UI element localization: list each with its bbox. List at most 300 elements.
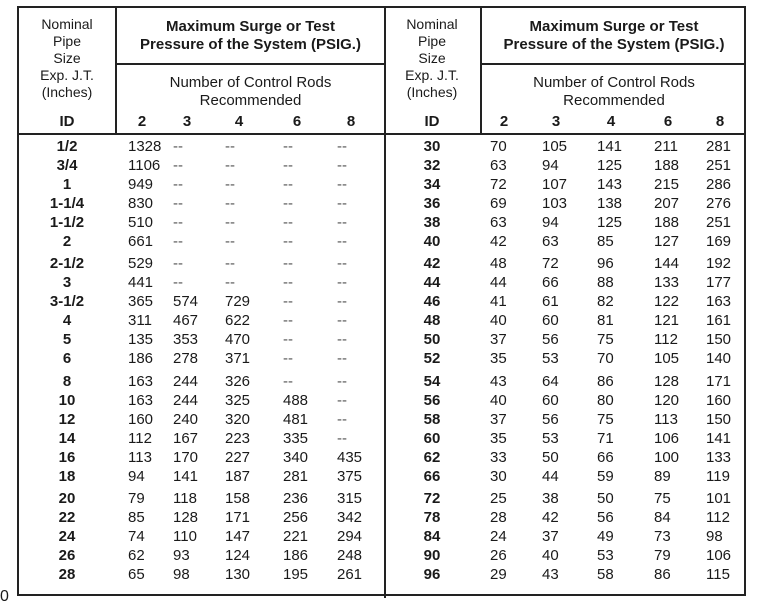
- nominal-header-line: Pipe: [417, 33, 447, 49]
- pressure-value-cell: 163: [706, 293, 732, 310]
- pressure-value-cell: 135: [128, 331, 154, 348]
- pressure-value-cell: 40: [542, 547, 559, 564]
- pressure-value-cell: 37: [490, 411, 507, 428]
- pipe-id-cell: 36: [423, 195, 441, 212]
- pressure-value-cell: 98: [706, 528, 723, 545]
- pressure-value-cell: 574: [173, 293, 199, 310]
- pressure-value-cell: 30: [490, 468, 507, 485]
- pressure-value-cell: 84: [654, 509, 671, 526]
- pressure-value-cell: 192: [706, 255, 732, 272]
- pressure-value-cell: --: [283, 373, 293, 390]
- pressure-value-cell: 119: [706, 468, 730, 485]
- pressure-value-cell: 375: [337, 468, 363, 485]
- header-bottom-rule: [19, 133, 746, 135]
- nominal-header-line: (Inches): [41, 84, 93, 100]
- pressure-value-cell: 340: [283, 449, 309, 466]
- rod-count-column-header: 8: [346, 113, 356, 130]
- pressure-value-cell: 1106: [128, 157, 161, 174]
- pressure-value-cell: 105: [542, 138, 568, 155]
- control-rods-header: [117, 74, 384, 110]
- rod-count-column-header: 6: [292, 113, 302, 130]
- pressure-value-cell: --: [337, 214, 347, 231]
- pipe-id-cell: 1-1/2: [49, 214, 85, 231]
- pressure-value-cell: 80: [597, 392, 614, 409]
- pipe-id-cell: 24: [58, 528, 76, 545]
- pressure-value-cell: 44: [490, 274, 507, 291]
- pressure-value-cell: 144: [654, 255, 680, 272]
- pipe-id-cell: 3: [62, 274, 72, 291]
- pressure-value-cell: 112: [654, 331, 678, 348]
- pressure-value-cell: 127: [654, 233, 680, 250]
- pressure-value-cell: 251: [706, 157, 732, 174]
- pressure-value-cell: 113: [654, 411, 678, 428]
- pressure-value-cell: 49: [597, 528, 614, 545]
- pressure-value-cell: --: [173, 233, 183, 250]
- pressure-value-cell: 64: [542, 373, 559, 390]
- pressure-value-cell: 56: [597, 509, 614, 526]
- pressure-value-cell: --: [337, 176, 347, 193]
- pressure-value-cell: 50: [597, 490, 614, 507]
- pressure-value-cell: 79: [128, 490, 145, 507]
- pressure-value-cell: 320: [225, 411, 251, 428]
- pressure-value-cell: 150: [706, 331, 732, 348]
- pressure-value-cell: 325: [225, 392, 251, 409]
- pressure-value-cell: 25: [490, 490, 507, 507]
- pressure-value-cell: --: [173, 274, 183, 291]
- pipe-id-cell: 54: [423, 373, 441, 390]
- pressure-value-cell: --: [337, 233, 347, 250]
- pressure-value-cell: 529: [128, 255, 154, 272]
- pipe-id-cell: 3-1/2: [49, 293, 85, 310]
- pressure-table: [17, 6, 746, 596]
- pressure-value-cell: 63: [542, 233, 559, 250]
- pressure-value-cell: 227: [225, 449, 251, 466]
- pressure-value-cell: 75: [654, 490, 671, 507]
- rod-count-column-header: 2: [137, 113, 147, 130]
- pressure-value-cell: --: [337, 255, 347, 272]
- pipe-id-cell: 34: [423, 176, 441, 193]
- nominal-header-line: (Inches): [406, 84, 458, 100]
- pressure-value-cell: 53: [597, 547, 614, 564]
- pressure-value-cell: 342: [337, 509, 363, 526]
- pressure-value-cell: 158: [225, 490, 251, 507]
- pressure-value-cell: --: [225, 176, 235, 193]
- pressure-value-cell: 470: [225, 331, 251, 348]
- pipe-id-cell: 44: [423, 274, 441, 291]
- pressure-value-cell: 61: [542, 293, 559, 310]
- pressure-value-cell: --: [283, 138, 293, 155]
- pressure-value-cell: --: [337, 331, 347, 348]
- pressure-value-cell: 125: [597, 157, 623, 174]
- pipe-id-cell: 18: [58, 468, 76, 485]
- pressure-value-cell: 71: [597, 430, 614, 447]
- pressure-value-cell: --: [225, 195, 235, 212]
- pressure-value-cell: 94: [542, 157, 559, 174]
- pressure-value-cell: 294: [337, 528, 363, 545]
- pressure-value-cell: 60: [542, 392, 559, 409]
- pressure-value-cell: 100: [654, 449, 680, 466]
- pressure-value-cell: 141: [597, 138, 623, 155]
- pressure-value-cell: 93: [173, 547, 190, 564]
- header-rule-right: [480, 63, 746, 65]
- pressure-value-cell: 195: [283, 566, 309, 583]
- pressure-value-cell: 371: [225, 350, 251, 367]
- max-surge-header-line: Pressure of the System (PSIG.): [140, 36, 361, 53]
- pipe-id-cell: 2: [62, 233, 72, 250]
- pressure-value-cell: --: [337, 293, 347, 310]
- pressure-value-cell: 278: [173, 350, 199, 367]
- pressure-value-cell: 244: [173, 373, 199, 390]
- pipe-id-cell: 66: [423, 468, 441, 485]
- pressure-value-cell: 125: [597, 214, 623, 231]
- pressure-value-cell: 128: [654, 373, 680, 390]
- pressure-value-cell: 133: [654, 274, 680, 291]
- pressure-value-cell: 86: [597, 373, 614, 390]
- pressure-value-cell: 112: [128, 430, 152, 447]
- pressure-value-cell: 96: [597, 255, 614, 272]
- pressure-value-cell: --: [337, 138, 347, 155]
- pipe-id-cell: 1/2: [56, 138, 78, 155]
- pressure-value-cell: 35: [490, 350, 507, 367]
- pressure-value-cell: 365: [128, 293, 154, 310]
- pressure-value-cell: --: [283, 214, 293, 231]
- pressure-value-cell: 65: [128, 566, 145, 583]
- header-rule-left: [115, 63, 384, 65]
- pressure-value-cell: 335: [283, 430, 309, 447]
- pressure-value-cell: 661: [128, 233, 154, 250]
- pressure-value-cell: 53: [542, 350, 559, 367]
- pressure-value-cell: 186: [128, 350, 154, 367]
- rod-count-column-header: 4: [606, 113, 616, 130]
- pressure-value-cell: 85: [597, 233, 614, 250]
- pressure-value-cell: 56: [542, 411, 559, 428]
- pressure-value-cell: 315: [337, 490, 363, 507]
- pressure-value-cell: 261: [337, 566, 363, 583]
- pipe-id-cell: 72: [423, 490, 441, 507]
- pressure-value-cell: --: [283, 350, 293, 367]
- pressure-value-cell: 66: [542, 274, 559, 291]
- pressure-value-cell: 140: [706, 350, 732, 367]
- pipe-id-cell: 40: [423, 233, 441, 250]
- pressure-value-cell: 63: [490, 214, 507, 231]
- pressure-value-cell: 830: [128, 195, 154, 212]
- nominal-header-line: Nominal: [41, 16, 93, 32]
- pressure-value-cell: 163: [128, 392, 154, 409]
- pressure-value-cell: 441: [128, 274, 154, 291]
- pressure-value-cell: 101: [706, 490, 732, 507]
- max-surge-header-line: Maximum Surge or Test: [166, 18, 335, 35]
- pressure-value-cell: 326: [225, 373, 251, 390]
- control-rods-header-line: Recommended: [199, 92, 302, 109]
- nominal-header-line: Exp. J.T.: [40, 67, 94, 83]
- pressure-value-cell: --: [337, 157, 347, 174]
- pressure-value-cell: 42: [542, 509, 559, 526]
- pressure-value-cell: --: [283, 195, 293, 212]
- pressure-value-cell: 60: [542, 312, 559, 329]
- pressure-value-cell: 28: [490, 509, 507, 526]
- pressure-value-cell: 167: [173, 430, 199, 447]
- pressure-value-cell: 150: [706, 411, 732, 428]
- pressure-value-cell: --: [283, 331, 293, 348]
- pressure-value-cell: 276: [706, 195, 732, 212]
- pressure-value-cell: 729: [225, 293, 251, 310]
- pressure-value-cell: --: [337, 430, 347, 447]
- id-column-header: ID: [424, 113, 440, 130]
- pressure-value-cell: 75: [597, 411, 614, 428]
- pressure-value-cell: 122: [654, 293, 680, 310]
- pipe-id-cell: 48: [423, 312, 441, 329]
- pressure-value-cell: 98: [173, 566, 190, 583]
- pressure-value-cell: 161: [706, 312, 732, 329]
- pipe-id-cell: 2-1/2: [49, 255, 85, 272]
- pressure-value-cell: 58: [597, 566, 614, 583]
- pressure-value-cell: --: [283, 274, 293, 291]
- pressure-value-cell: --: [283, 233, 293, 250]
- pressure-value-cell: 171: [225, 509, 251, 526]
- pressure-value-cell: 121: [654, 312, 680, 329]
- pipe-id-cell: 58: [423, 411, 441, 428]
- max-surge-header-line: Maximum Surge or Test: [529, 18, 699, 35]
- pressure-value-cell: --: [225, 157, 235, 174]
- pressure-value-cell: 133: [706, 449, 732, 466]
- pressure-value-cell: 40: [490, 312, 507, 329]
- pressure-value-cell: 37: [542, 528, 559, 545]
- nominal-header-line: Size: [418, 50, 446, 66]
- pipe-id-cell: 8: [62, 373, 72, 390]
- pressure-value-cell: 311: [128, 312, 152, 329]
- pressure-value-cell: 130: [225, 566, 251, 583]
- control-rods-header-line: Number of Control Rods: [533, 74, 695, 91]
- id-column-header: ID: [59, 113, 75, 130]
- pressure-value-cell: 53: [542, 430, 559, 447]
- pressure-value-cell: 141: [173, 468, 199, 485]
- pressure-value-cell: 26: [490, 547, 507, 564]
- nominal-header-line: Pipe: [52, 33, 82, 49]
- pipe-id-cell: 50: [423, 331, 441, 348]
- pressure-value-cell: 353: [173, 331, 199, 348]
- pressure-value-cell: 35: [490, 430, 507, 447]
- pressure-value-cell: --: [173, 195, 183, 212]
- pressure-value-cell: 43: [490, 373, 507, 390]
- pressure-value-cell: --: [337, 411, 347, 428]
- pressure-value-cell: 188: [654, 157, 680, 174]
- pressure-value-cell: 72: [490, 176, 507, 193]
- pressure-value-cell: 44: [542, 468, 559, 485]
- pressure-value-cell: 481: [283, 411, 309, 428]
- pressure-value-cell: 622: [225, 312, 251, 329]
- pressure-value-cell: 120: [654, 392, 680, 409]
- pressure-value-cell: 38: [542, 490, 559, 507]
- pressure-value-cell: --: [283, 176, 293, 193]
- pipe-id-cell: 84: [423, 528, 441, 545]
- pressure-value-cell: 118: [173, 490, 197, 507]
- pressure-value-cell: 256: [283, 509, 309, 526]
- pressure-value-cell: 115: [706, 566, 730, 583]
- pressure-value-cell: 94: [128, 468, 145, 485]
- pressure-value-cell: --: [173, 255, 183, 272]
- pressure-value-cell: 112: [706, 509, 730, 526]
- pressure-value-cell: 186: [283, 547, 309, 564]
- pipe-id-cell: 12: [58, 411, 76, 428]
- control-rods-header: [482, 74, 746, 110]
- pipe-id-cell: 1-1/4: [49, 195, 85, 212]
- pressure-value-cell: 171: [706, 373, 732, 390]
- pressure-value-cell: --: [337, 350, 347, 367]
- pressure-value-cell: 488: [283, 392, 309, 409]
- rod-count-column-header: 3: [551, 113, 561, 130]
- pressure-value-cell: --: [225, 274, 235, 291]
- pressure-value-cell: 106: [654, 430, 680, 447]
- pressure-value-cell: 244: [173, 392, 199, 409]
- pressure-value-cell: 37: [490, 331, 507, 348]
- nominal-pipe-size-header: [19, 16, 115, 101]
- pipe-id-cell: 42: [423, 255, 441, 272]
- rod-count-column-header: 4: [234, 113, 244, 130]
- pressure-value-cell: 89: [654, 468, 671, 485]
- pressure-value-cell: 81: [597, 312, 614, 329]
- pressure-value-cell: 40: [490, 392, 507, 409]
- rod-count-column-header: 8: [715, 113, 725, 130]
- pressure-value-cell: 110: [173, 528, 197, 545]
- pressure-value-cell: 160: [706, 392, 732, 409]
- pressure-value-cell: --: [337, 373, 347, 390]
- pressure-value-cell: 170: [173, 449, 199, 466]
- nominal-header-line: Nominal: [406, 16, 458, 32]
- pressure-value-cell: 248: [337, 547, 363, 564]
- pressure-value-cell: --: [225, 255, 235, 272]
- pressure-value-cell: --: [283, 255, 293, 272]
- control-rods-header-line: Recommended: [563, 92, 665, 109]
- pressure-value-cell: --: [225, 138, 235, 155]
- pressure-value-cell: 215: [654, 176, 680, 193]
- pressure-value-cell: 177: [706, 274, 732, 291]
- pressure-value-cell: --: [337, 312, 347, 329]
- pressure-value-cell: 59: [597, 468, 614, 485]
- pipe-id-cell: 96: [423, 566, 441, 583]
- pressure-value-cell: --: [283, 293, 293, 310]
- pressure-value-cell: 75: [597, 331, 614, 348]
- pressure-value-cell: 160: [128, 411, 154, 428]
- pressure-value-cell: --: [283, 312, 293, 329]
- pressure-value-cell: 105: [654, 350, 680, 367]
- pressure-value-cell: 88: [597, 274, 614, 291]
- nominal-header-line: Exp. J.T.: [405, 67, 459, 83]
- pressure-value-cell: 113: [128, 449, 152, 466]
- pressure-value-cell: --: [173, 138, 183, 155]
- pressure-value-cell: 41: [490, 293, 507, 310]
- pressure-value-cell: 56: [542, 331, 559, 348]
- pressure-value-cell: --: [337, 392, 347, 409]
- pipe-id-cell: 16: [58, 449, 76, 466]
- pipe-id-cell: 78: [423, 509, 441, 526]
- pressure-value-cell: 169: [706, 233, 732, 250]
- pressure-value-cell: 141: [706, 430, 732, 447]
- pipe-id-cell: 52: [423, 350, 441, 367]
- max-surge-header: [117, 18, 384, 54]
- pressure-value-cell: 251: [706, 214, 732, 231]
- pressure-value-cell: 143: [597, 176, 623, 193]
- pipe-id-cell: 6: [62, 350, 72, 367]
- max-surge-header-line: Pressure of the System (PSIG.): [503, 36, 725, 53]
- pressure-value-cell: --: [225, 214, 235, 231]
- pressure-value-cell: 187: [225, 468, 251, 485]
- pressure-value-cell: 467: [173, 312, 199, 329]
- pipe-id-cell: 26: [58, 547, 76, 564]
- pressure-value-cell: 211: [654, 138, 678, 155]
- pipe-id-cell: 4: [62, 312, 72, 329]
- pressure-value-cell: 949: [128, 176, 154, 193]
- pressure-value-cell: --: [225, 233, 235, 250]
- pressure-value-cell: --: [283, 157, 293, 174]
- pressure-value-cell: 48: [490, 255, 507, 272]
- pressure-value-cell: --: [173, 214, 183, 231]
- pressure-value-cell: 85: [128, 509, 145, 526]
- pipe-id-cell: 20: [58, 490, 76, 507]
- pressure-value-cell: 70: [490, 138, 507, 155]
- pressure-value-cell: --: [337, 195, 347, 212]
- pipe-id-cell: 38: [423, 214, 441, 231]
- pipe-id-cell: 62: [423, 449, 441, 466]
- pressure-value-cell: 74: [128, 528, 145, 545]
- rod-count-column-header: 3: [182, 113, 192, 130]
- pipe-id-cell: 90: [423, 547, 441, 564]
- pressure-value-cell: 236: [283, 490, 309, 507]
- pressure-value-cell: 1328: [128, 138, 162, 155]
- pressure-value-cell: 188: [654, 214, 680, 231]
- pressure-value-cell: 94: [542, 214, 559, 231]
- pressure-value-cell: 147: [225, 528, 251, 545]
- rod-count-column-header: 6: [663, 113, 673, 130]
- pressure-value-cell: 106: [706, 547, 732, 564]
- pressure-value-cell: 207: [654, 195, 680, 212]
- pressure-value-cell: 138: [597, 195, 623, 212]
- pressure-value-cell: 63: [490, 157, 507, 174]
- pressure-value-cell: --: [173, 176, 183, 193]
- pressure-value-cell: 29: [490, 566, 507, 583]
- pressure-value-cell: 435: [337, 449, 363, 466]
- pressure-value-cell: 43: [542, 566, 559, 583]
- page-number: 0: [0, 588, 9, 605]
- pressure-value-cell: 107: [542, 176, 568, 193]
- pipe-id-cell: 1: [62, 176, 72, 193]
- pressure-value-cell: 124: [225, 547, 251, 564]
- pressure-value-cell: --: [173, 157, 183, 174]
- pressure-value-cell: 69: [490, 195, 507, 212]
- rod-count-column-header: 2: [499, 113, 509, 130]
- pressure-value-cell: 128: [173, 509, 199, 526]
- pressure-value-cell: 281: [283, 468, 309, 485]
- pressure-value-cell: 50: [542, 449, 559, 466]
- pressure-value-cell: 281: [706, 138, 732, 155]
- pipe-id-cell: 3/4: [56, 157, 78, 174]
- nominal-header-line: Size: [53, 50, 81, 66]
- pressure-value-cell: 70: [597, 350, 614, 367]
- pressure-value-cell: --: [337, 274, 347, 291]
- pressure-value-cell: 62: [128, 547, 145, 564]
- pressure-value-cell: 510: [128, 214, 154, 231]
- pipe-id-cell: 5: [62, 331, 72, 348]
- pressure-value-cell: 24: [490, 528, 507, 545]
- pipe-id-cell: 10: [58, 392, 76, 409]
- pipe-id-cell: 22: [58, 509, 76, 526]
- pressure-value-cell: 66: [597, 449, 614, 466]
- pressure-value-cell: 286: [706, 176, 732, 193]
- pressure-value-cell: 223: [225, 430, 251, 447]
- pipe-id-cell: 32: [423, 157, 441, 174]
- pressure-value-cell: 42: [490, 233, 507, 250]
- max-surge-header: [482, 18, 746, 54]
- pressure-value-cell: 73: [654, 528, 671, 545]
